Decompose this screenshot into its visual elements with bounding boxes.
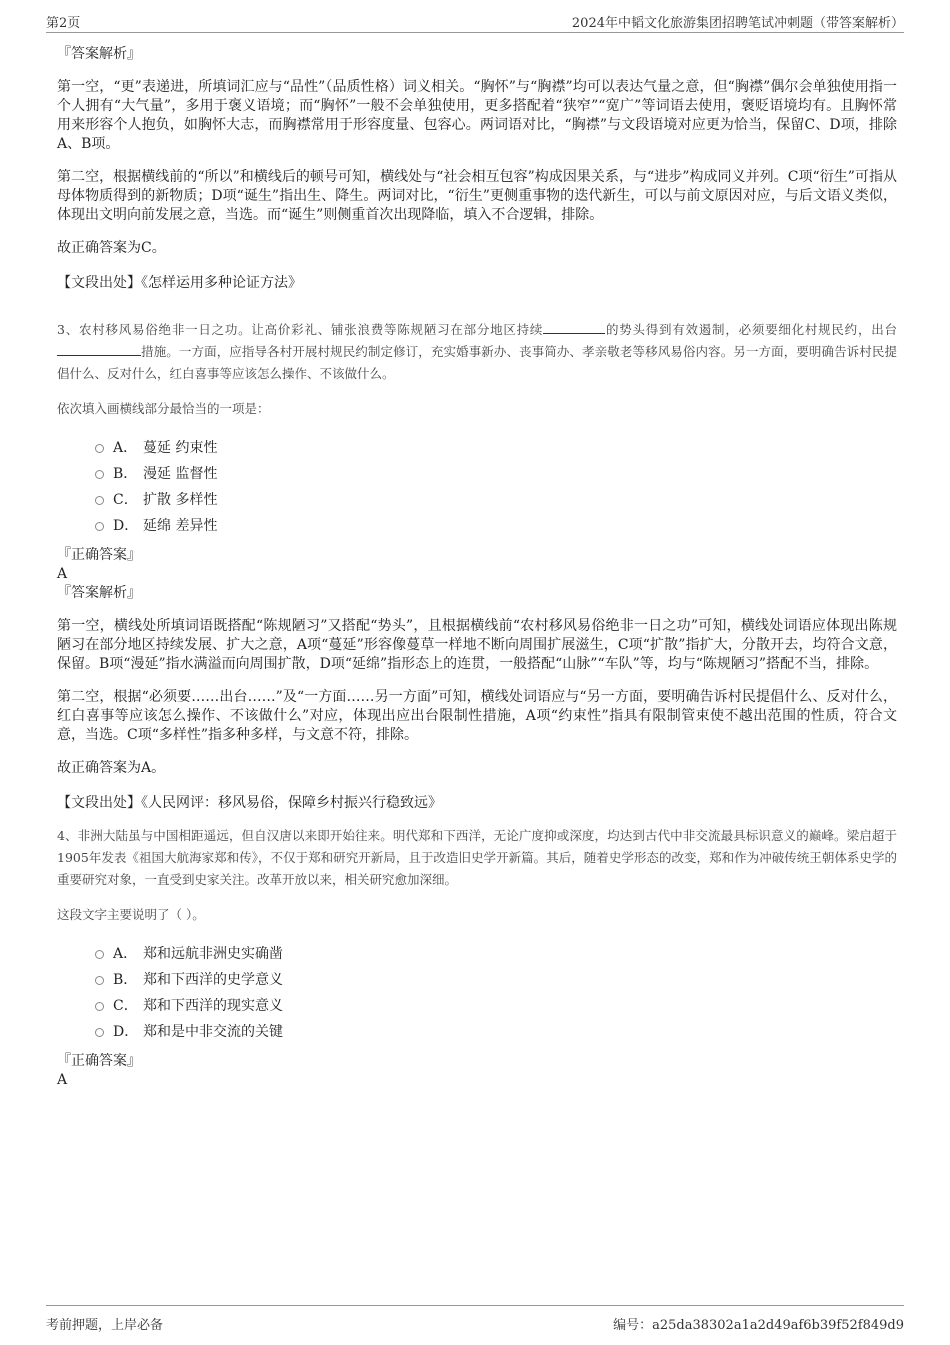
page-number: 第2页 [46,16,81,31]
answer-conclusion: 故正确答案为A。 [57,760,166,776]
option-c[interactable]: C． 扩散 多样性 [95,487,897,513]
document-title: 2024年中韬文化旅游集团招聘笔试冲刺题（带答案解析） [571,16,904,31]
analysis-label: 『答案解析』 [57,46,141,62]
analysis-paragraph: 第一空，横线处所填词语既搭配“陈规陋习”又搭配“势头”，且根据横线前“农村移风易俗绝非一日之功”可知，横线处词语应体现出陈规陋习在部分地区持续发展、扩大之意，A项“蔓延”形容像蔓草一样地不断向周围扩展滋生，C项“扩散”指扩大，分散开去，均符合文意，保留。B项“漫延”指水满溢而向周围扩散，D项“延绵”指形态上的连贯，一般搭配“山脉”“车队”等，均与“陈规陋习”搭配不当，排除。 [57,618,897,672]
radio-icon[interactable] [95,444,104,453]
option-a[interactable]: A． 郑和远航非洲史实确凿 [95,941,897,967]
options-list [95,941,897,1045]
analysis-paragraph: 第一空，“更”表递进，所填词汇应与“品性”（品质性格）词义相关。“胸怀”与“胸襟”均可以表达气量之意，但“胸襟”偶尔会单独使用指一个人拥有“大气量”，多用于褒义语境；而“胸怀”一般不会单独使用，更多搭配着“狭窄”“宽广”等词语去使用，褒贬语境均有。且胸怀常用来形容个人抱负，如胸怀大志，而胸襟常用于形容度量、包容心。两词语对比，“胸襟”与文段语境对应更为恰当，保留C、D项，排除A、B项。 [57,79,897,152]
document-id: 编号：a25da38302a1a2d49af6b39f52f849d9 [613,1318,904,1333]
options-list [95,435,897,539]
option-d[interactable]: D． 郑和是中非交流的关键 [95,1019,897,1045]
question-prompt: 依次填入画横线部分最恰当的一项是： [57,401,270,416]
fill-blank [543,319,605,334]
page-footer [46,1305,904,1336]
option-c[interactable]: C． 郑和下西洋的现实意义 [95,993,897,1019]
source-citation: 【文段出处】《人民网评：移风易俗，保障乡村振兴行稳致远》 [57,795,442,811]
analysis-paragraph: 第二空，根据横线前的“所以”和横线后的顿号可知，横线处与“社会相互包容”构成因果关系，与“进步”构成同义并列。C项“衍生”可指从母体物质得到的新物质；D项“诞生”指出生、降生。两词对比，“衍生”更侧重事物的迭代新生，可以与前文原因对应，与后文语义类似，体现出文明向前发展之意，当选。而“诞生”则侧重首次出现降临，填入不合逻辑，排除。 [57,169,897,223]
source-citation: 【文段出处】《怎样运用多种论证方法》 [57,275,302,291]
option-b[interactable]: B． 漫延 监督性 [95,461,897,487]
question-prompt: 这段文字主要说明了（ ）。 [57,907,205,922]
analysis-label: 『答案解析』 [57,585,141,601]
option-b[interactable]: B． 郑和下西洋的史学意义 [95,967,897,993]
radio-icon[interactable] [95,522,104,531]
option-d[interactable]: D． 延绵 差异性 [95,513,897,539]
question-3-text: 3、农村移风易俗绝非一日之功。让高价彩礼、铺张浪费等陈规陋习在部分地区持续 的势头得到有效遏制，必须要细化村规民约，出台措施。一方面，应指导各村开展村规民约制定修订，充实婚事新办、丧事简办、孝亲敬老等移风易俗内容。另一方面，要明确告诉村民提倡什么、反对什么，红白喜事等应该怎么操作、不该做什么。 [57,319,897,385]
document-body [57,44,897,1089]
radio-icon[interactable] [95,976,104,985]
radio-icon[interactable] [95,950,104,959]
option-a[interactable]: A． 蔓延 约束性 [95,435,897,461]
correct-answer-label: 『正确答案』 [57,1053,141,1069]
footer-slogan: 考前押题，上岸必备 [46,1318,164,1333]
correct-answer-label: 『正确答案』 [57,547,141,563]
correct-answer: A [57,566,68,582]
radio-icon[interactable] [95,496,104,505]
radio-icon[interactable] [95,1002,104,1011]
radio-icon[interactable] [95,1028,104,1037]
correct-answer: A [57,1072,68,1088]
fill-blank [57,341,141,356]
analysis-paragraph: 第二空，根据“必须要……出台……”及“一方面……另一方面”可知，横线处词语应与“另一方面，要明确告诉村民提倡什么、反对什么，红白喜事等应该怎么操作、不该做什么”对应，体现出应出台限制性措施，A项“约束性”指具有限制管束使不越出范围的性质，符合文意，当选。C项“多样性”指多种多样，与文意不符，排除。 [57,689,897,743]
radio-icon[interactable] [95,470,104,479]
page-header [46,10,904,33]
answer-conclusion: 故正确答案为C。 [57,240,166,256]
question-4-text: 4、非洲大陆虽与中国相距遥远，但自汉唐以来即开始往来。明代郑和下西洋，无论广度抑或深度，均达到古代中非交流最具标识意义的巅峰。梁启超于1905年发表《祖国大航海家郑和传》，不仅于郑和研究开新局，且于改造旧史学开新篇。其后，随着史学形态的改变，郑和作为冲破传统王朝体系史学的重要研究对象，一直受到史家关注。改革开放以来，相关研究愈加深细。 [57,828,897,887]
